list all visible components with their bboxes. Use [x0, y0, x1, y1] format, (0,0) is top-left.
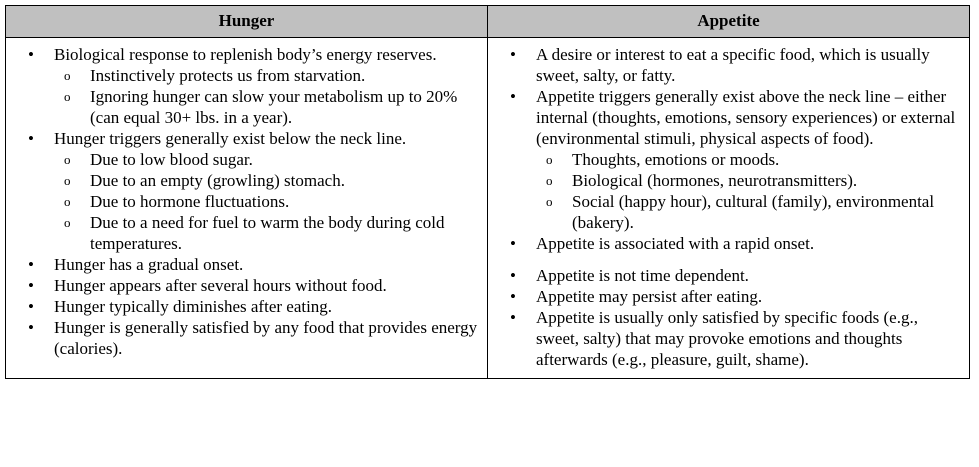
- column-header-hunger: Hunger: [6, 6, 488, 38]
- sub-list-item-label: o Instinctively protects us from starvation.: [90, 65, 479, 86]
- sub-list-item: [54, 86, 479, 128]
- table-row: [6, 38, 970, 379]
- list-item-label: • A desire or interest to eat a specific food, which is usually sweet, salty, or fatty.: [536, 44, 961, 86]
- sub-list-item-label: o Due to low blood sugar.: [90, 149, 479, 170]
- list-item-label: • Hunger appears after several hours without food.: [54, 275, 479, 296]
- table-header: [6, 6, 970, 38]
- list-item: [14, 317, 479, 359]
- sub-list: [54, 149, 479, 254]
- list-item: [496, 44, 961, 86]
- list-item-label: • Hunger typically diminishes after eating.: [54, 296, 479, 317]
- list-item: [14, 275, 479, 296]
- sub-list-item: [54, 170, 479, 191]
- column-header-appetite: Appetite: [488, 6, 970, 38]
- list-item-label: • Biological response to replenish body’s energy reserves.: [54, 44, 479, 65]
- list-item-label: • Appetite is usually only satisfied by specific foods (e.g., sweet, salty) that may provoke emotions and thoughts afterwards (e.g., pleasure, guilt, shame).: [536, 307, 961, 370]
- list-item-label: • Appetite is not time dependent.: [536, 265, 961, 286]
- list-spacer: [496, 254, 961, 265]
- list-item: [496, 265, 961, 286]
- sub-list-item: [54, 149, 479, 170]
- list-item: [496, 233, 961, 254]
- appetite-list: [496, 44, 961, 370]
- sub-list-item-label: o Due to hormone fluctuations.: [90, 191, 479, 212]
- list-item-label: • Hunger has a gradual onset.: [54, 254, 479, 275]
- sub-list-item-label: o Due to an empty (growling) stomach.: [90, 170, 479, 191]
- sub-list-item: [54, 65, 479, 86]
- list-item-label: • Appetite triggers generally exist above the neck line – either internal (thoughts, emotions, sensory experiences) or external (environmental stimuli, physical aspects of food).: [536, 86, 961, 149]
- list-item: [14, 44, 479, 128]
- sub-list-item-label: o Biological (hormones, neurotransmitters).: [572, 170, 961, 191]
- list-item-label: • Appetite is associated with a rapid onset.: [536, 233, 961, 254]
- sub-list-item: [536, 191, 961, 233]
- sub-list: [536, 149, 961, 233]
- sub-list-item: [536, 170, 961, 191]
- table-header-row: [6, 6, 970, 38]
- list-item-label: • Hunger triggers generally exist below the neck line.: [54, 128, 479, 149]
- list-item: [496, 286, 961, 307]
- hunger-list: [14, 44, 479, 359]
- list-item: [496, 307, 961, 370]
- sub-list-item-label: o Social (happy hour), cultural (family), environmental (bakery).: [572, 191, 961, 233]
- hunger-cell: [6, 38, 488, 379]
- list-item-label: • Hunger is generally satisfied by any food that provides energy (calories).: [54, 317, 479, 359]
- hunger-appetite-table: [5, 5, 970, 379]
- sub-list-item-label: o Due to a need for fuel to warm the body during cold temperatures.: [90, 212, 479, 254]
- appetite-cell: [488, 38, 970, 379]
- sub-list: [54, 65, 479, 128]
- table-body: [6, 38, 970, 379]
- list-item: [14, 254, 479, 275]
- list-item-label: • Appetite may persist after eating.: [536, 286, 961, 307]
- sub-list-item-label: o Ignoring hunger can slow your metabolism up to 20% (can equal 30+ lbs. in a year).: [90, 86, 479, 128]
- sub-list-item-label: o Thoughts, emotions or moods.: [572, 149, 961, 170]
- list-item: [14, 296, 479, 317]
- list-item: [14, 128, 479, 254]
- list-item: [496, 86, 961, 233]
- sub-list-item: [54, 191, 479, 212]
- sub-list-item: [536, 149, 961, 170]
- sub-list-item: [54, 212, 479, 254]
